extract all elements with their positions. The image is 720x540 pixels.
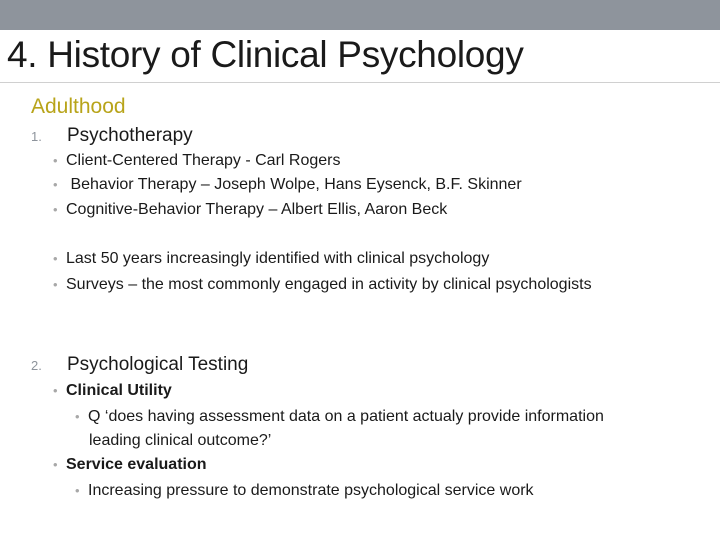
section-1-heading xyxy=(31,125,193,147)
list-item-text: Client-Centered Therapy - Carl Rogers xyxy=(66,152,341,169)
list-item xyxy=(53,249,489,269)
list-item xyxy=(53,175,522,195)
bullet-icon: • xyxy=(53,153,58,168)
list-item xyxy=(53,455,207,475)
list-item xyxy=(53,381,172,401)
bullet-icon: • xyxy=(53,457,58,472)
list-item xyxy=(53,275,592,295)
list-item xyxy=(75,481,534,501)
section-1-number: 1. xyxy=(31,128,42,144)
bullet-icon: • xyxy=(75,483,80,498)
service-evaluation-label: Service evaluation xyxy=(66,456,207,473)
bullet-icon: • xyxy=(53,202,58,217)
list-item-continuation: leading clinical outcome?’ xyxy=(89,432,272,449)
list-item xyxy=(53,200,447,220)
bullet-icon: • xyxy=(53,383,58,398)
list-item-text: Last 50 years increasingly identified with clinical psychology xyxy=(66,250,490,267)
list-item-text: Q ‘does having assessment data on a patient actualy provide information xyxy=(88,408,604,425)
bullet-icon: • xyxy=(53,277,58,292)
slide-title: 4. History of Clinical Psychology xyxy=(7,34,524,75)
bullet-icon: • xyxy=(53,177,58,192)
bullet-icon: • xyxy=(75,409,80,424)
slide-subtitle: Adulthood xyxy=(31,95,126,118)
list-item xyxy=(53,151,340,171)
list-item-text: Surveys – the most commonly engaged in activity by clinical psychologists xyxy=(66,276,592,293)
section-2-label: Psychological Testing xyxy=(67,354,249,375)
clinical-utility-label: Clinical Utility xyxy=(66,382,172,399)
section-1-label: Psychotherapy xyxy=(67,125,193,146)
list-item-text: Increasing pressure to demonstrate psychological service work xyxy=(88,482,534,499)
list-item-text: Cognitive-Behavior Therapy – Albert Ellis, Aaron Beck xyxy=(66,201,448,218)
bullet-icon: • xyxy=(53,251,58,266)
top-bar xyxy=(0,0,720,30)
list-item-text: Behavior Therapy – Joseph Wolpe, Hans Eysenck, B.F. Skinner xyxy=(66,176,522,193)
section-2-number: 2. xyxy=(31,357,42,373)
section-2-heading xyxy=(31,354,248,376)
title-divider xyxy=(0,82,720,83)
list-item xyxy=(75,407,604,427)
